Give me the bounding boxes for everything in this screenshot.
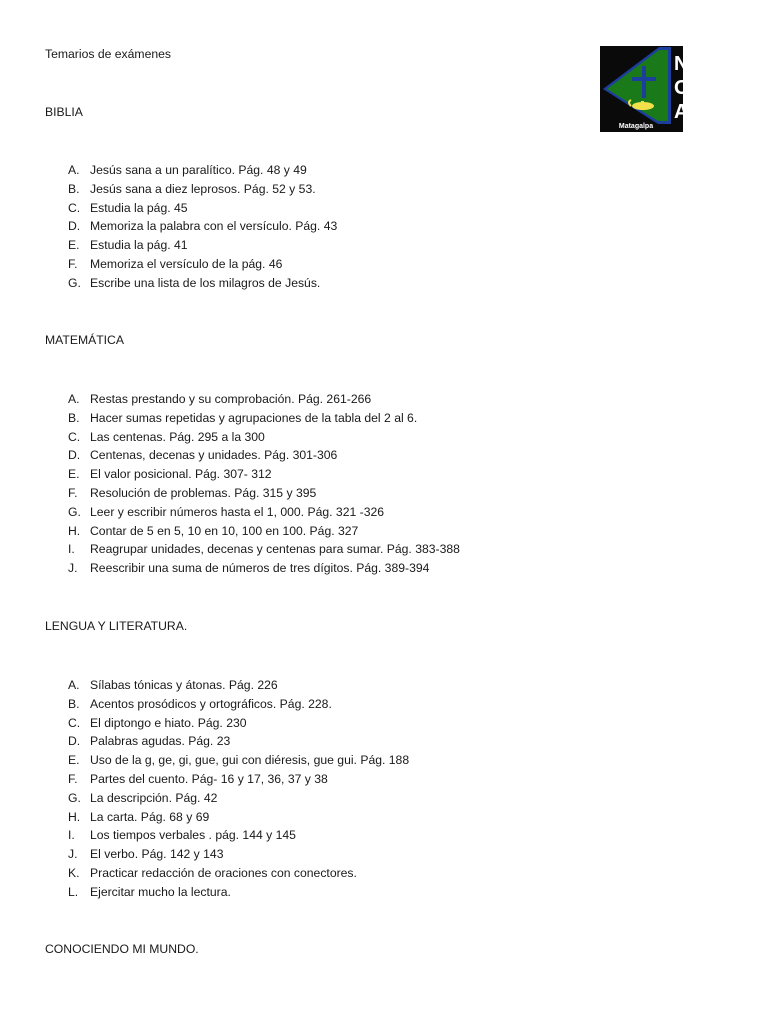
list-item: G. La descripción. Pág. 42 [68,790,218,805]
list-item: I. Reagrupar unidades, decenas y centenas para sumar. Pág. 383-388 [68,542,460,557]
list-item: I. Los tiempos verbales . pág. 144 y 145 [68,828,296,843]
logo-caption: Matagalpa [618,123,654,130]
list-item: F. Partes del cuento. Pág- 16 y 17, 36, 37 y 38 [68,771,328,786]
matematica-list [68,390,460,578]
section-heading-matematica: MATEMÁTICA [45,333,124,347]
list-item: G. Leer y escribir números hasta el 1, 000. Pág. 321 -326 [68,504,385,519]
school-logo [600,46,690,132]
list-item: E. Estudia la pág. 41 [68,238,188,253]
list-item: B. Hacer sumas repetidas y agrupaciones de la tabla del 2 al 6. [68,410,418,425]
list-item: E. El valor posicional. Pág. 307- 312 [68,467,272,482]
page-title: Temarios de exámenes [45,47,171,61]
list-item: C. Las centenas. Pág. 295 a la 300 [68,429,265,444]
section-heading-conociendo: CONOCIENDO MI MUNDO. [45,942,199,956]
list-item: J. Reescribir una suma de números de tres dígitos. Pág. 389-394 [68,561,430,576]
section-heading-biblia: BIBLIA [45,105,83,119]
list-item: C. Estudia la pág. 45 [68,200,188,215]
list-item: G. Escribe una lista de los milagros de Jesús. [68,275,321,290]
logo-letter-o: O [674,77,690,99]
list-item: A. Restas prestando y su comprobación. Pág. 261-266 [68,392,372,406]
logo-letter-n: N [674,53,689,75]
list-item: H. Contar de 5 en 5, 10 en 10, 100 en 100. Pág. 327 [68,523,359,538]
list-item: D. Centenas, decenas y unidades. Pág. 301-306 [68,448,338,463]
list-item: F. Memoriza el versículo de la pág. 46 [68,256,283,271]
list-item: E. Uso de la g, ge, gi, gue, gui con diéresis, gue gui. Pág. 188 [68,753,410,768]
logo-letter-a: A [674,101,689,123]
list-item: D. Palabras agudas. Pág. 23 [68,734,231,749]
section-heading-lengua: LENGUA Y LITERATURA. [45,619,188,633]
list-item: L. Ejercitar mucho la lectura. [68,884,231,899]
shield-emblem-icon [600,46,690,132]
list-item: F. Resolución de problemas. Pág. 315 y 395 [68,485,317,500]
biblia-list [68,161,337,293]
list-item: B. Acentos prosódicos y ortográficos. Pág. 228. [68,696,332,711]
list-item: C. El diptongo e hiato. Pág. 230 [68,715,247,730]
lengua-list [68,676,409,902]
list-item: D. Memoriza la palabra con el versículo. Pág. 43 [68,219,338,234]
list-item: A. Jesús sana a un paralítico. Pág. 48 y 49 [68,163,307,177]
list-item: K. Practicar redacción de oraciones con conectores. [68,865,357,880]
list-item: B. Jesús sana a diez leprosos. Pág. 52 y 53. [68,181,316,196]
list-item: H. La carta. Pág. 68 y 69 [68,809,210,824]
list-item: A. Sílabas tónicas y átonas. Pág. 226 [68,678,278,692]
list-item: J. El verbo. Pág. 142 y 143 [68,847,224,862]
